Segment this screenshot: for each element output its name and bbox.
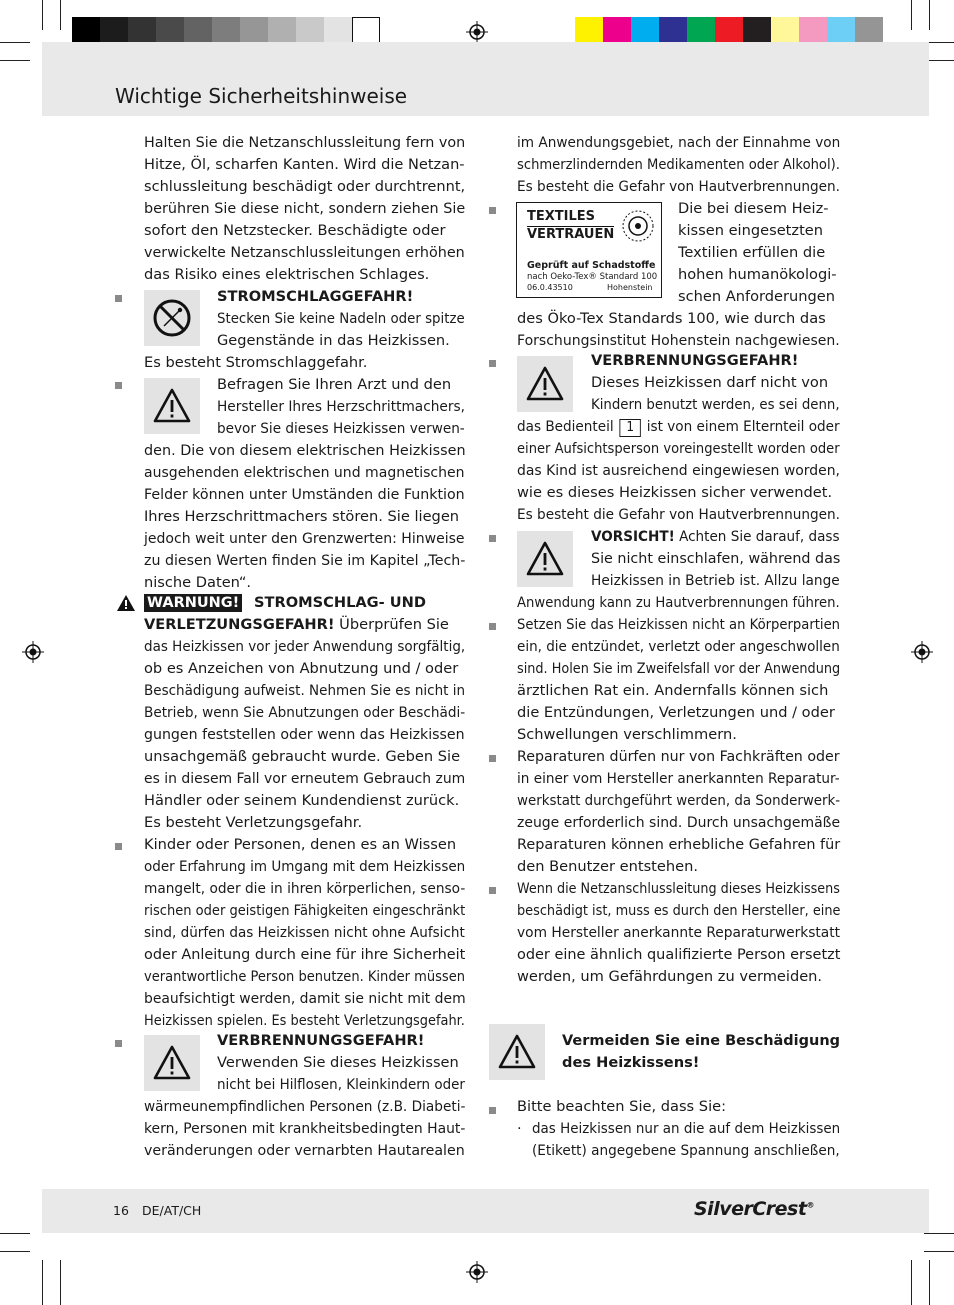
- text-line: Stecken Sie keine Nadeln oder spitze: [217, 310, 465, 327]
- oeko-institute: Hohenstein: [607, 283, 653, 292]
- text-line: Verwenden Sie dieses Heizkissen: [217, 1054, 459, 1071]
- text-line: wärmeunempfindlichen Personen (z.B. Diabeti-: [144, 1098, 466, 1115]
- text-line: das Heizkissen vor jeder Anwendung sorgfältig,: [144, 638, 466, 655]
- bullet-marker: [489, 207, 496, 214]
- text-line: Heizkissen in Betrieb ist. Allzu lange: [591, 572, 840, 589]
- page-title: Wichtige Sicherheitshinweise: [115, 84, 408, 108]
- control-unit-key: 1: [620, 419, 641, 437]
- text-line: Heizkissen spielen. Es besteht Verletzungsgefahr.: [144, 1012, 465, 1029]
- text-line: Kinder oder Personen, denen es an Wissen: [144, 836, 457, 853]
- text-line: sind, dürfen das Heizkissen nicht ohne Aufsicht: [144, 924, 465, 941]
- damage-intro: Bitte beachten Sie, dass Sie:: [517, 1098, 727, 1115]
- sub-bullet-dot: ·: [517, 1120, 522, 1137]
- text-line: nische Daten“.: [144, 574, 252, 591]
- text-line: Es besteht Verletzungsgefahr.: [144, 814, 363, 831]
- crop-mark: [924, 1233, 954, 1234]
- bullet-marker: [489, 887, 496, 894]
- text-line: ein, die entzündet, verletzt oder angeschwollen: [517, 638, 840, 655]
- oeko-line4: nach Oeko-Tex® Standard 100: [527, 272, 658, 282]
- text-line: oder eine ähnlich qualifizierte Person ersetzt: [517, 946, 841, 963]
- crop-mark: [0, 1233, 30, 1234]
- warning-triangle-icon: [144, 378, 200, 434]
- text-line: Reparaturen dürfen nur von Fachkräften oder: [517, 748, 840, 765]
- text-line: Beschädigung aufweist. Nehmen Sie es nicht in: [144, 682, 466, 699]
- text-line: Wenn die Netzanschlussleitung dieses Heizkissens: [517, 880, 840, 897]
- oeko-tex-label: [516, 202, 662, 298]
- text-line: zu diesen Werten finden Sie im Kapitel „Tech-: [144, 552, 466, 569]
- crop-mark: [924, 1251, 954, 1252]
- text-line: beschädigt ist, muss es durch den Hersteller, eine: [517, 902, 841, 919]
- text-line: ob es Anzeichen von Abnutzung und / oder: [144, 660, 459, 677]
- text-line: Die bei diesem Heiz-: [678, 200, 829, 217]
- damage-heading-line1: Vermeiden Sie eine Beschädigung: [562, 1032, 841, 1049]
- text-line: Anwendung kann zu Hautverbrennungen führen.: [517, 594, 840, 611]
- crop-mark: [0, 42, 30, 43]
- warning-triangle-icon: [144, 1035, 200, 1091]
- brand-logo: SilverCrest®: [694, 1198, 814, 1220]
- text-line: Betrieb, wenn Sie Abnutzungen oder Beschädi-: [144, 704, 466, 721]
- crop-mark: [911, 1260, 912, 1305]
- text-line: Dieses Heizkissen darf nicht von: [591, 374, 829, 391]
- text-line: hohen humanökologi-: [678, 266, 837, 283]
- locale-label: DE/AT/CH: [142, 1203, 202, 1218]
- crop-mark: [42, 0, 43, 30]
- crop-mark: [42, 1260, 43, 1305]
- crop-mark: [0, 1251, 30, 1252]
- item5-heading: VERBRENNUNGSGEFAHR!: [217, 1032, 425, 1049]
- text-line: das Heizkissen nur an die auf dem Heizkissen: [532, 1120, 841, 1137]
- bullet-marker: [115, 843, 122, 850]
- text-line: bevor Sie dieses Heizkissen verwen-: [217, 420, 465, 437]
- crop-mark: [60, 1260, 61, 1305]
- text-line: Hitze, Öl, scharfen Kanten. Wird die Netzan-: [144, 156, 465, 173]
- text-line: Es besteht die Gefahr von Hautverbrennungen.: [517, 506, 841, 523]
- registration-mark-icon: [22, 641, 44, 663]
- oeko-number: 06.0.43510: [527, 283, 573, 292]
- item3-heading: STROMSCHLAG- UND: [254, 594, 426, 611]
- text-line: die Entzündungen, Verletzungen und / oder: [517, 704, 835, 721]
- crop-mark: [929, 1260, 930, 1305]
- text-line: jedoch weit unter den Grenzwerten: Hinweise: [144, 530, 465, 547]
- text-line: beaufsichtigt werden, damit sie nicht mit dem: [144, 990, 466, 1007]
- bullet-marker: [489, 360, 496, 367]
- text-line: werkstatt durchgeführt werden, da Sonderwerk-: [517, 792, 841, 809]
- text-line: berühren Sie diese nicht, sondern ziehen Sie: [144, 200, 466, 217]
- text-line: verwickelte Netzanschlussleitungen erhöhen: [144, 244, 465, 261]
- damage-heading-line2: des Heizkissens!: [562, 1054, 700, 1071]
- text-line: sind. Holen Sie im Zweifelsfall vor der Anwendung: [517, 660, 841, 677]
- text-line: Reparaturen können erhebliche Gefahren für: [517, 836, 841, 853]
- text-line: Textilien erfüllen die: [678, 244, 826, 261]
- text-line: sofort den Netzstecker. Beschädigte oder: [144, 222, 446, 239]
- warning-triangle-icon: [489, 1024, 545, 1080]
- text-line: vom Hersteller anerkannte Reparaturwerkstatt: [517, 924, 841, 941]
- bullet-marker: [489, 755, 496, 762]
- oeko-line2: VERTRAUEN: [527, 227, 615, 242]
- no-needles-icon: [144, 290, 200, 346]
- text-line: ausgehenden elektrischen und magnetischen: [144, 464, 465, 481]
- bullet-marker: [115, 1040, 122, 1047]
- registration-mark-icon: [466, 21, 488, 43]
- crop-mark: [929, 0, 930, 30]
- burn-key-line: das Bedienteil 1 ist von einem Elternteil oder: [517, 418, 840, 435]
- item3-heading-line2: VERLETZUNGSGEFAHR! Überprüfen Sie: [144, 616, 449, 633]
- warning-triangle-icon: [517, 531, 573, 587]
- text-line: einer Aufsichtsperson voreingestellt worden oder: [517, 440, 840, 457]
- text-line: den. Die von diesem elektrischen Heizkissen: [144, 442, 466, 459]
- text-line: mangelt, oder die in ihren körperlichen, senso-: [144, 880, 466, 897]
- text-line: wie es dieses Heizkissen sicher verwendet.: [517, 484, 833, 501]
- page-number: 16: [113, 1203, 129, 1218]
- warning-triangle-icon: [116, 594, 136, 612]
- text-line: Sie nicht einschlafen, während das: [591, 550, 841, 567]
- text-line: verantwortliche Person benutzen. Kinder müssen: [144, 968, 466, 985]
- text-line: schlussleitung beschädigt oder durchtrennt,: [144, 178, 466, 195]
- text-line: kern, Personen mit krankheitsbedingten Haut-: [144, 1120, 466, 1137]
- bullet-marker: [489, 1107, 496, 1114]
- warning-label: WARNUNG!: [144, 594, 242, 612]
- text-line: Schwellungen verschlimmern.: [517, 726, 737, 743]
- bullet-marker: [489, 535, 496, 542]
- text-line: Befragen Sie Ihren Arzt und den: [217, 376, 452, 393]
- text-line: zeuge erforderlich sind. Durch unsachgemäße: [517, 814, 841, 831]
- text-line: das Risiko eines elektrischen Schlages.: [144, 266, 430, 283]
- bullet-marker: [115, 295, 122, 302]
- text-line: es in diesem Fall vor erneutem Gebrauch zum: [144, 770, 466, 787]
- text-line: Händler oder seinem Kundendienst zurück.: [144, 792, 460, 809]
- text-line: Hersteller Ihres Herzschrittmachers,: [217, 398, 465, 415]
- registration-mark-icon: [466, 1261, 488, 1283]
- text-line: unsachgemäß gebraucht wurde. Geben Sie: [144, 748, 461, 765]
- text-line: das Kind ist ausreichend eingewiesen worden,: [517, 462, 840, 479]
- crop-mark: [0, 60, 30, 61]
- text-line: Halten Sie die Netzanschlussleitung fern von: [144, 134, 466, 151]
- bullet-marker: [489, 623, 496, 630]
- text-line: Felder können unter Umständen die Funktion: [144, 486, 465, 503]
- text-line: Es besteht die Gefahr von Hautverbrennungen.: [517, 178, 841, 195]
- text-line: kissen eingesetzten: [678, 222, 824, 239]
- text-line: nicht bei Hilflosen, Kleinkindern oder: [217, 1076, 465, 1093]
- text-line: werden, um Gefährdungen zu vermeiden.: [517, 968, 823, 985]
- text-line: schen Anforderungen: [678, 288, 836, 305]
- text-line: des Öko-Tex Standards 100, wie durch das: [517, 310, 826, 327]
- text-line: schmerzlindernden Medikamenten oder Alkohol).: [517, 156, 840, 173]
- oeko-line3: Geprüft auf Schadstoffe: [527, 260, 656, 271]
- text-line: gungen feststellen oder wenn das Heizkissen: [144, 726, 465, 743]
- text-line: (Etikett) angegebene Spannung anschließen,: [532, 1142, 840, 1159]
- text-line: Gegenstände in das Heizkissen.: [217, 332, 450, 349]
- item1-heading: STROMSCHLAGGEFAHR!: [217, 288, 414, 305]
- text-line: rischen oder geistigen Fähigkeiten eingeschränkt: [144, 902, 466, 919]
- text-line: veränderungen oder vernarbten Hautarealen: [144, 1142, 465, 1159]
- crop-mark: [911, 0, 912, 30]
- text-line: oder Erfahrung im Umgang mit dem Heizkissen: [144, 858, 466, 875]
- text-line: im Anwendungsgebiet, nach der Einnahme von: [517, 134, 841, 151]
- text-line: Ihres Herzschrittmachers stören. Sie liegen: [144, 508, 460, 525]
- caution-first-line: VORSICHT! Achten Sie darauf, dass: [591, 528, 840, 545]
- crop-mark: [60, 0, 61, 30]
- burn-heading: VERBRENNUNGSGEFAHR!: [591, 352, 799, 369]
- text-line: Es besteht Stromschlaggefahr.: [144, 354, 368, 371]
- registration-mark-icon: [911, 641, 933, 663]
- text-line: Forschungsinstitut Hohenstein nachgewiesen.: [517, 332, 840, 349]
- text-line: ärztlichen Rat ein. Andernfalls können sich: [517, 682, 829, 699]
- text-line: oder Anleitung durch eine für ihre Sicherheit: [144, 946, 466, 963]
- bullet-marker: [115, 382, 122, 389]
- text-line: in einer vom Hersteller anerkannten Reparatur-: [517, 770, 840, 787]
- warning-triangle-icon: [517, 356, 573, 412]
- text-line: Setzen Sie das Heizkissen nicht an Körperpartien: [517, 616, 841, 633]
- oeko-tex-logo-icon: [619, 207, 657, 245]
- text-line: den Benutzer entstehen.: [517, 858, 698, 875]
- oeko-line1: TEXTILES: [527, 209, 596, 224]
- text-line: Kindern benutzt werden, es sei denn,: [591, 396, 840, 413]
